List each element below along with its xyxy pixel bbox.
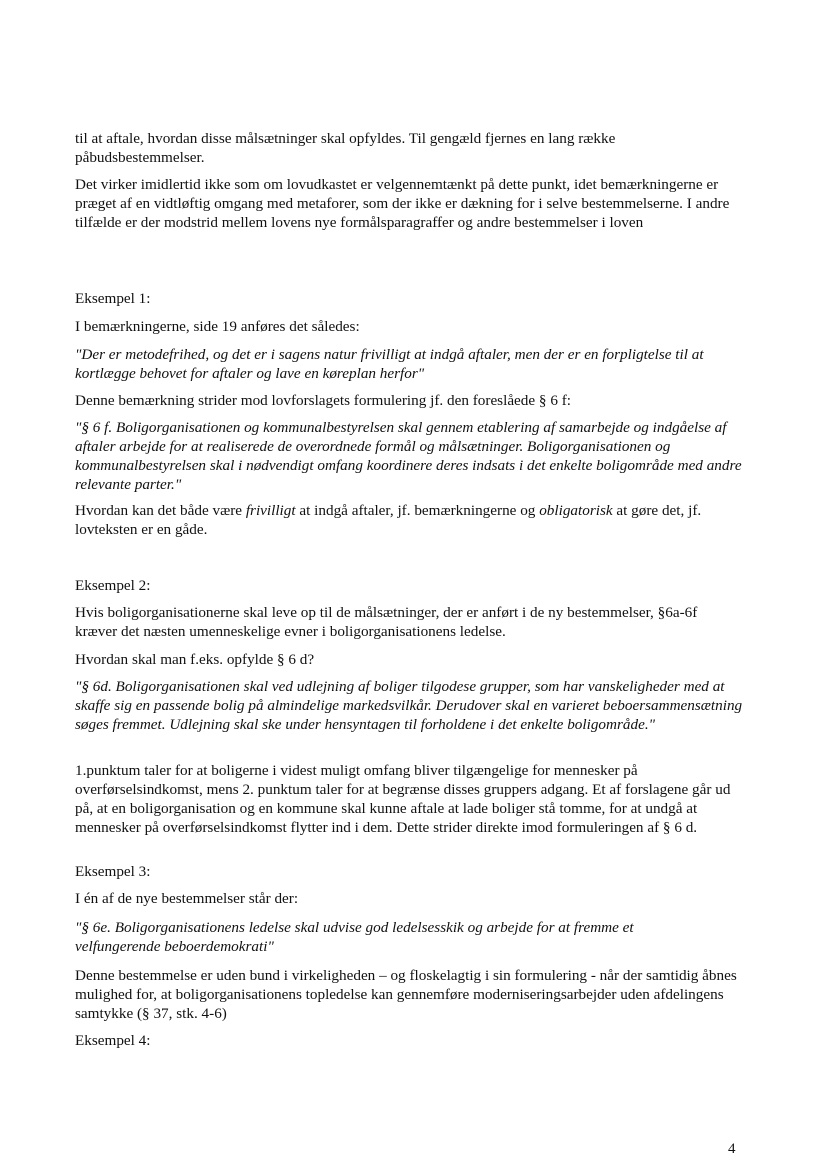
section-heading: [75, 862, 755, 881]
italic-text: frivilligt: [245, 502, 296, 519]
text-run: I én af de nye bestemmelser står der:: [75, 890, 299, 907]
paragraph: [75, 966, 740, 1023]
italic-text: obligatorisk: [539, 502, 613, 519]
italic-text: "§ 6e. Boligorganisationens ledelse skal udvise god ledelsesskik og arbejde for at fremme et velfungerende beboerdemokrati": [75, 919, 634, 955]
italic-text: "Der er metodefrihed, og det er i sagens natur frivilligt at indgå aftaler, men der er en forpligtelse til at kortlægge behovet for aftaler og lave en køreplan herfor": [75, 346, 704, 382]
text-run: Eksempel 2:: [75, 577, 151, 594]
block-quote: [75, 418, 743, 494]
text-run: Eksempel 1:: [75, 290, 151, 307]
text-run: Denne bestemmelse er uden bund i virkeligheden – og floskelagtig i sin formulering - når der samtidig åbnes mulighed for, at boligorganisationens topledelse kan gennemføre moderniseringsarbejder uden afdelingens samtykke (§ 37, stk. 4-6): [75, 967, 737, 1022]
text-run: Hvis boligorganisationerne skal leve op til de målsætninger, der er anført i de ny bestemmelser, §6a-6f kræver det næsten umenneskelige evner i boligorganisationens ledelse.: [75, 604, 698, 640]
block-quote: [75, 345, 745, 383]
text-run: at gøre det, jf. lovteksten er en gåde.: [75, 502, 702, 538]
text-run: Eksempel 3:: [75, 863, 151, 880]
paragraph: [75, 129, 740, 167]
text-run: Det virker imidlertid ikke som om lovudkastet er velgennemtænkt på dette punkt, idet bemærkningerne er præget af en vidtløftig omgang med metaforer, som der ikke er dækning for i selve bestemmelserne. I andre tilfælde er der modstrid mellem lovens nye formålsparagraffer og andre bestemmelser i loven: [75, 176, 730, 231]
page-number: 4: [728, 1141, 736, 1157]
text-run: Hvordan kan det både være: [75, 502, 246, 519]
paragraph: [75, 761, 750, 837]
section-heading: [75, 576, 755, 595]
paragraph: [75, 501, 759, 539]
text-run: 1.punktum taler for at boligerne i videst muligt omfang bliver tilgængelige for mennesker på overførselsindkomst, mens 2. punktum taler for at begrænse disses gruppers adgang. Et af forslagene går ud på, at en boligorganisation og en kommune skal kunne aftale at lade boliger stå tomme, for at undgå at mennesker på overførselsindkomst flytter ind i dem. Dette strider direkte imod formuleringen af § 6 d.: [75, 762, 731, 836]
italic-text: "§ 6 f. Boligorganisationen og kommunalbestyrelsen skal gennem etablering af samarbejde og indgåelse af aftaler arbejde for at realiserede de overordnede formål og målsætninger. Boligorganisationen og kommunalbestyrelsen skal i nødvendigt omfang koordinere deres indsats i det enkelte boligområde med andre relevante parter.": [75, 419, 742, 493]
text-run: Hvordan skal man f.eks. opfylde § 6 d?: [75, 651, 315, 668]
section-heading: [75, 1031, 755, 1050]
text-run: Denne bemærkning strider mod lovforslagets formulering jf. den foreslåede § 6 f:: [75, 392, 571, 409]
paragraph: [75, 889, 755, 908]
text-run: at indgå aftaler, jf. bemærkningerne og: [295, 502, 540, 519]
text-run: til at aftale, hvordan disse målsætninger skal opfyldes. Til gengæld fjernes en lang række påbudsbestemmelser.: [75, 130, 616, 166]
italic-text: "§ 6d. Boligorganisationen skal ved udlejning af boliger tilgodese grupper, som har vanskeligheder med at skaffe sig en passende bolig på almindelige markedsvilkår. Derudover skal en varieret beboersammensætning søges fremmet. Udlejning skal ske under hensyntagen til forholdene i det enkelte boligområde.": [75, 678, 743, 733]
block-quote: [75, 677, 745, 734]
paragraph: [75, 650, 755, 669]
section-heading: [75, 289, 755, 308]
text-run: I bemærkningerne, side 19 anføres det således:: [75, 318, 360, 335]
paragraph: [75, 175, 750, 232]
paragraph: [75, 603, 735, 641]
paragraph: [75, 317, 755, 336]
text-run: Eksempel 4:: [75, 1032, 151, 1049]
paragraph: [75, 391, 755, 410]
block-quote: [75, 918, 715, 956]
